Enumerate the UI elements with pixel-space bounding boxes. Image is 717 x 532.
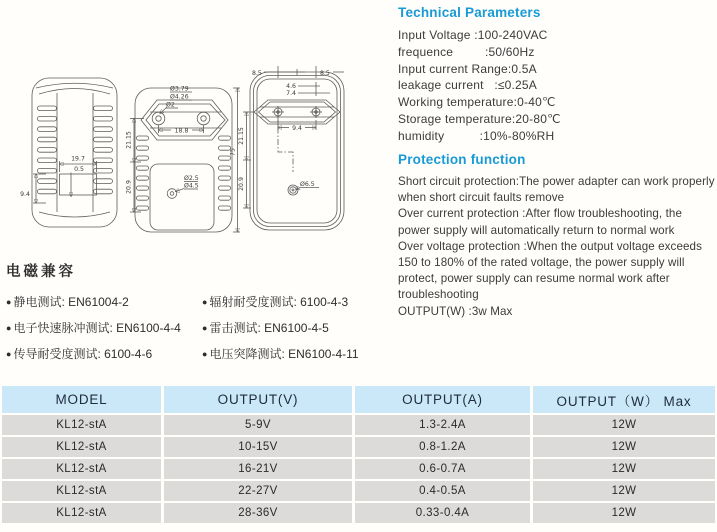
table-cell: KL12-stA xyxy=(2,481,161,501)
dim-edge-right: 8.5 xyxy=(320,70,330,77)
adapter-technical-drawings xyxy=(0,0,392,260)
column-header-output-v: OUTPUT(V) xyxy=(164,386,352,413)
table-cell: 12W xyxy=(533,437,715,457)
table-cell: 5-9V xyxy=(164,415,352,435)
dim-upper: 21.15 xyxy=(125,131,133,149)
dim-label-width: 19.7 xyxy=(71,155,85,163)
table-cell: KL12-stA xyxy=(2,459,161,479)
emc-test-item xyxy=(202,345,394,362)
emc-title: 电磁兼容 xyxy=(6,264,76,280)
dim-notch-a: 4.6 xyxy=(286,83,296,90)
emc-test-label: 电子快速脉冲测试: EN6100-4-4 xyxy=(13,321,181,335)
emc-section xyxy=(6,260,394,362)
bullet-icon: ● xyxy=(202,349,208,359)
dim-wall-thickness: 0.5 xyxy=(74,166,84,173)
grip-ribs-left xyxy=(38,106,57,194)
emc-test-label: 辐射耐受度测试: 6100-4-3 xyxy=(209,295,349,309)
table-cell: 10-15V xyxy=(164,437,352,457)
dim-screw-small: Ø2.5 xyxy=(184,175,199,182)
parameter-line: frequence :50/60Hz xyxy=(398,44,535,59)
column-header-output-a: OUTPUT(A) xyxy=(355,386,530,413)
emc-test-item xyxy=(202,319,394,336)
table-cell: 0.4-0.5A xyxy=(355,481,530,501)
parameter-line: Storage temperature:20-80℃ xyxy=(398,111,561,126)
dim-center-hole: Ø6.5 xyxy=(300,181,315,188)
emc-test-label: 静电测试: EN61004-2 xyxy=(13,295,129,309)
emc-test-item xyxy=(6,319,202,336)
dim-edge-left: 8.5 xyxy=(252,70,262,77)
dim-notch-b: 7.4 xyxy=(286,90,296,97)
protection-function-title: Protection function xyxy=(398,152,526,167)
table-cell: KL12-stA xyxy=(2,415,161,435)
bullet-icon: ● xyxy=(6,323,12,333)
grip-ribs-right xyxy=(219,136,231,210)
technical-parameters-section xyxy=(398,5,716,145)
dim-lower: 20.9 xyxy=(238,177,246,191)
emc-test-label: 传导耐受度测试: 6100-4-6 xyxy=(13,347,153,361)
table-cell: 1.3-2.4A xyxy=(355,415,530,435)
protection-line: Over current protection :After flow troubleshooting, the xyxy=(398,207,682,221)
column-header-output-w: OUTPUT（W） Max xyxy=(533,386,715,413)
front-panel xyxy=(150,164,214,230)
bullet-icon: ● xyxy=(6,349,12,359)
plug-pin-right xyxy=(197,112,210,125)
column-header-model: MODEL xyxy=(2,386,161,413)
table-cell: 0.6-0.7A xyxy=(355,459,530,479)
drawing-side-view xyxy=(20,78,117,227)
protection-line: when short circuit faults remove xyxy=(398,191,565,205)
cavity-hexagon xyxy=(254,100,340,124)
table-cell: 0.8-1.2A xyxy=(355,437,530,457)
dim-pin-base: Ø4.26 xyxy=(170,93,189,101)
dim-pin-pitch: 18.8 xyxy=(174,127,189,135)
technical-parameters-title: Technical Parameters xyxy=(398,5,541,20)
dim-label-height: 9.4 xyxy=(20,191,30,198)
dim-pin-diameter: Ø2 xyxy=(166,101,175,109)
table-cell: 22-27V xyxy=(164,481,352,501)
bullet-icon: ● xyxy=(202,323,208,333)
drawing-back-view xyxy=(238,66,344,230)
parameter-line: Working temperature:0-40℃ xyxy=(398,95,556,110)
spec-table xyxy=(2,386,715,523)
table-cell: 12W xyxy=(533,503,715,523)
table-cell: 12W xyxy=(533,459,715,479)
protection-line: 150 to 180% of the rated voltage, the power supply will xyxy=(398,256,685,270)
protection-function-section xyxy=(398,152,717,320)
table-cell: KL12-stA xyxy=(2,503,161,523)
emc-test-label: 电压突降测试: EN6100-4-11 xyxy=(209,347,359,361)
emc-test-item xyxy=(6,345,202,362)
drawing-front-view xyxy=(126,85,241,233)
bullet-icon: ● xyxy=(202,297,208,307)
dim-overall-height: 75 xyxy=(229,148,237,156)
plug-pin-left xyxy=(152,112,165,125)
emc-test-label: 雷击测试: EN6100-4-5 xyxy=(209,321,329,335)
table-cell: 12W xyxy=(533,415,715,435)
protection-line: Over voltage protection :When the output voltage exceeds xyxy=(398,239,702,253)
protection-line: troubleshooting xyxy=(398,288,479,302)
parameter-line: humidity :10%-80%RH xyxy=(398,128,555,143)
dim-lower: 20.9 xyxy=(125,180,133,194)
table-cell: 0.33-0.4A xyxy=(355,503,530,523)
table-cell: 28-36V xyxy=(164,503,352,523)
protection-line: OUTPUT(W) :3w Max xyxy=(398,304,513,318)
parameter-line: Input current Range:0.5A xyxy=(398,61,537,76)
grip-ribs-left xyxy=(137,136,149,210)
parameter-line: Input Voltage :100-240VAC xyxy=(398,28,548,42)
parameter-line: leakage current :≤0.25A xyxy=(398,78,537,93)
dim-pin-tip: Ø3.79 xyxy=(170,85,189,93)
screw-hole xyxy=(167,189,177,199)
label-recess xyxy=(60,174,97,195)
dim-upper: 21.15 xyxy=(238,127,246,145)
emc-test-item xyxy=(6,293,202,310)
table-cell: 16-21V xyxy=(164,459,352,479)
bullet-icon: ● xyxy=(6,297,12,307)
dim-hole-pitch: 9.4 xyxy=(292,124,302,132)
protection-line: power supply will automatically return to normal work xyxy=(398,223,675,237)
table-cell: 12W xyxy=(533,481,715,501)
emc-test-item xyxy=(202,293,394,310)
protection-line: Short circuit protection:The power adapter can work properly xyxy=(398,175,715,188)
table-cell: KL12-stA xyxy=(2,437,161,457)
dim-screw-large: Ø4.5 xyxy=(184,182,199,190)
protection-line: protect, power supply can resume normal work after xyxy=(398,272,670,286)
